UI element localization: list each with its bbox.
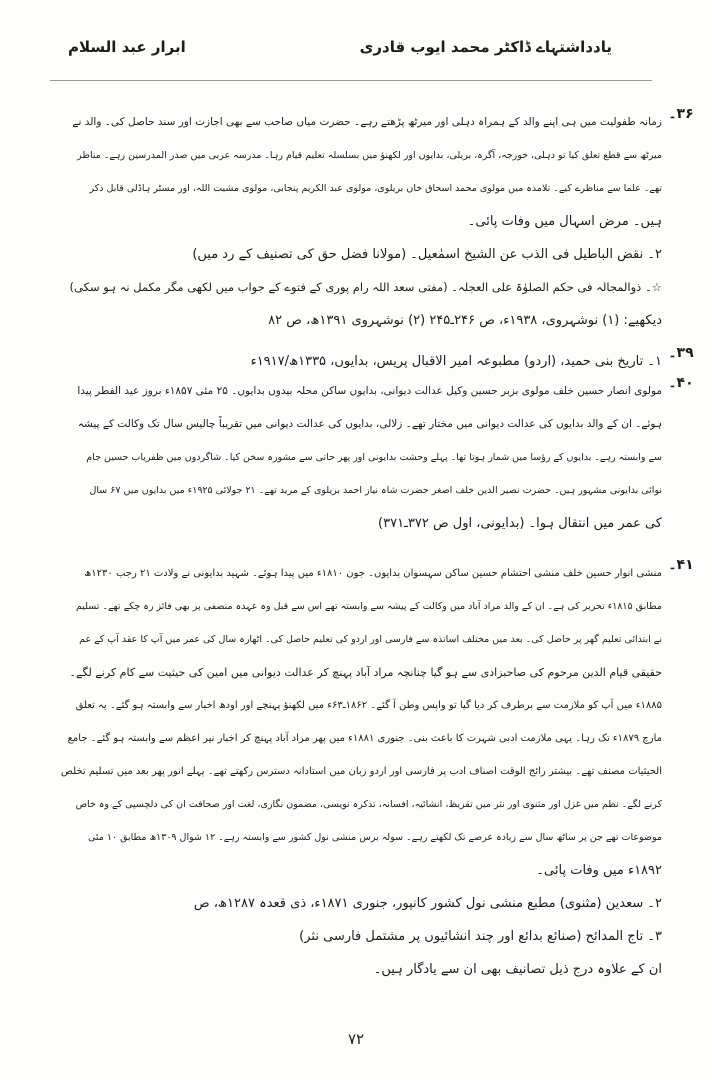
text-line: کی عمر میں انتقال ہوا۔ (بدایونی، اول ص ۳۷۲ـ۳۷۱) bbox=[378, 516, 662, 531]
entry-number: ۴۰۔ bbox=[668, 375, 694, 391]
entry-number: ۴۱۔ bbox=[668, 557, 694, 573]
text-line: زمانہ طفولیت میں ہی اپنے والد کے ہمراہ دہلی اور میرٹھ پڑھتے رہے۔ حضرت میاں صاحب سے بھی اجازت اور سند حاصل کی۔ والد نے bbox=[72, 116, 662, 128]
text-line: نے ابتدائی تعلیم گھر پر حاصل کی۔ بعد میں مختلف اساتذہ سے فارسی اور اردو کی تعلیم حاصل کی۔ اٹھارہ سال کی عمر میں آپ کا عقد آپ کے عم bbox=[79, 634, 662, 645]
text-line: ۱۸۹۲ء میں وفات پائی۔ bbox=[536, 863, 662, 878]
running-header bbox=[40, 30, 672, 66]
header-author: ابرار عبد السلام bbox=[68, 38, 186, 56]
text-line: حقیقی قیام الدین مرحوم کی صاحبزادی سے ہو گیا چنانچہ مراد آباد پہنچ کر عدالت دیوانی میں امین کی حیثیت سے کام کرنے لگے۔ bbox=[69, 666, 662, 679]
header-divider bbox=[50, 80, 652, 81]
text-line: الحیثیات مصنف تھے۔ بیشتر رائج الوقت اصناف ادب پر فارسی اور اردو زبان میں استادانہ دسترس رکھتے تھے۔ پہلے انور پھر بعد میں تسلیم تخلص bbox=[60, 766, 662, 777]
header-title: یادداشتہاے ڈاکٹر محمد ایوب قادری bbox=[359, 38, 612, 56]
text-line: نوائی بدایونی مشہور ہیں۔ حضرت نصیر الدین خلف اصغر حضرت شاہ نیاز احمد بریلوی کے مرید تھے۔ ۲۱ جولائی ۱۹۲۵ء میں بدایوں میں ۶۷ سال bbox=[89, 485, 662, 496]
text-line: میرٹھ سے قطع تعلق کیا تو دہلی، خورجہ، آگرہ، بریلی، بدایوں اور لکھنؤ میں بسلسلہ تعلیم قیام رہا۔ مدرسہ عربی میں صدر المدرسین رہے۔ مناظر bbox=[77, 150, 662, 161]
text-line: مولوی انصار حسین خلف مولوی بزبر حسین وکیل عدالت دیوانی، بدایوں ساکن محلہ بیدوں بدایوں۔ ۲۵ مئی ۱۸۵۷ء بروز عید الفطر پیدا bbox=[77, 385, 662, 397]
footnote-entry-36 bbox=[60, 106, 694, 337]
text-line: ۱۔ تاریخ بنی حمید، (اردو) مطبوعہ امیر الاقبال پریس، بدایوں، ۱۳۳۵ھ/۱۹۱۷ء bbox=[250, 354, 662, 369]
text-line: ☆۔ ذوالمجالہ فی حکم الصلوٰۃ علی العجلہ۔ (مفتی سعد اللہ رام پوری کے فتوے کے جواب میں لکھی مگر مکمل نہ ہو سکی) bbox=[69, 280, 662, 294]
entry-number: ۳۶۔ bbox=[668, 106, 694, 122]
text-line: ہوئے۔ ان کے والد بدایوں کی عدالت دیوانی میں مختار تھے۔ زلالی، بدایوں کی عدالت دیوانی میں تقریباً چالیس سال تک وکالت کے پیشہ bbox=[77, 418, 662, 430]
footnote-entry-39 bbox=[60, 345, 694, 378]
text-line: سے وابستہ رہے۔ بدایوں کے رؤسا میں شمار ہوتا تھا۔ پہلے وحشت بدایونی اور پھر حاتی سے مشورہ سخن کیا۔ شاگردوں میں ظفریاب حسین جام bbox=[86, 452, 662, 463]
footnote-entry-41 bbox=[60, 557, 694, 986]
text-line: ۲۔ نقض الباطیل فی الذب عن الشیخ اسمٰعیل۔ (مولانا فضل حق کی تصنیف کے رد میں) bbox=[192, 247, 662, 262]
page-number: ۷۲ bbox=[347, 1030, 365, 1048]
text-line: منشی انوار حسین خلف منشی احتشام حسین ساکن سہسوان بدایوں۔ جون ۱۸۱۰ء میں پیدا ہوئے۔ شہید بدایونی نے ولادت ۲۱ رجب ۱۲۳۰ھ bbox=[84, 568, 662, 579]
text-line: دیکھیے: (۱) نوشہروی، ۱۹۳۸ء، ص ۲۴۶ـ۲۴۵ (۲) نوشہروی ۱۳۹۱ھ، ص ۸۲ bbox=[268, 313, 662, 328]
text-line: مطابق ۱۸۱۵ء تحریر کی ہے۔ ان کے والد مراد آباد میں وکالت کے پیشہ سے وابستہ تھے اس سے قبل وہ عہدہ منصفی پر بھی فائز رہ چکے تھے۔ تسلیم bbox=[75, 601, 662, 612]
text-line: ۲۔ سعدین (مثنوی) مطبع منشی نول کشور کانپور، جنوری ۱۸۷۱ء، ذی قعدہ ۱۲۸۷ھ، ص bbox=[193, 896, 662, 911]
text-line: مارچ ۱۸۷۹ء تک رہا۔ یہی ملازمت ادبی شہرت کا باعث بنی۔ جنوری ۱۸۸۱ء میں پھر مراد آباد پہنچ کر اخبار نیر اعظم سے وابستہ ہو گئے۔ جامع bbox=[67, 733, 662, 744]
text-line: تھے۔ علما سے مناظرے کیے۔ تلامذہ میں مولوی محمد اسحاق خاں بریلوی، مولوی عبد الکریم پنجابی، مولوی مشیت اللہ، اور مسٹر ہاڈلی قابل ذکر bbox=[89, 183, 662, 194]
text-line: موضوعات تھے جن پر ساٹھ سال سے زیادہ عرصے تک لکھتے رہے۔ سولہ برس منشی نول کشور سے وابستہ رہے۔ ۱۲ شوال ۱۳۰۹ھ مطابق ۱۰ مئی bbox=[87, 832, 662, 843]
text-line: ۱۸۸۵ء میں آپ کو ملازمت سے برطرف کر دیا گیا تو واپس وطن آ گئے۔ ۱۸۶۲ـ۶۳ء میں لکھنؤ پہنچے اور اودھ اخبار سے وابستہ ہو گئے۔ یہ تعلق bbox=[75, 700, 662, 711]
text-line: کرنے لگے۔ نظم میں غزل اور مثنوی اور نثر میں تقریظ، انشائیہ، افسانہ، تذکرہ نویسی، مضمون نگاری، لغت اور صحافت ان کی دلچسپی کے وہ خاص bbox=[75, 799, 662, 810]
text-line: ہیں۔ مرض اسہال میں وفات پائی۔ bbox=[467, 214, 662, 229]
text-line: ان کے علاوہ درج ذیل تصانیف بھی ان سے یادگار ہیں۔ bbox=[373, 962, 662, 977]
text-line: ۳۔ تاج المدائح (صنائع بدائع اور چند انشائیوں پر مشتمل فارسی نثر) bbox=[299, 929, 662, 944]
entry-number: ۳۹۔ bbox=[668, 345, 694, 361]
footnote-entry-40 bbox=[60, 375, 694, 540]
